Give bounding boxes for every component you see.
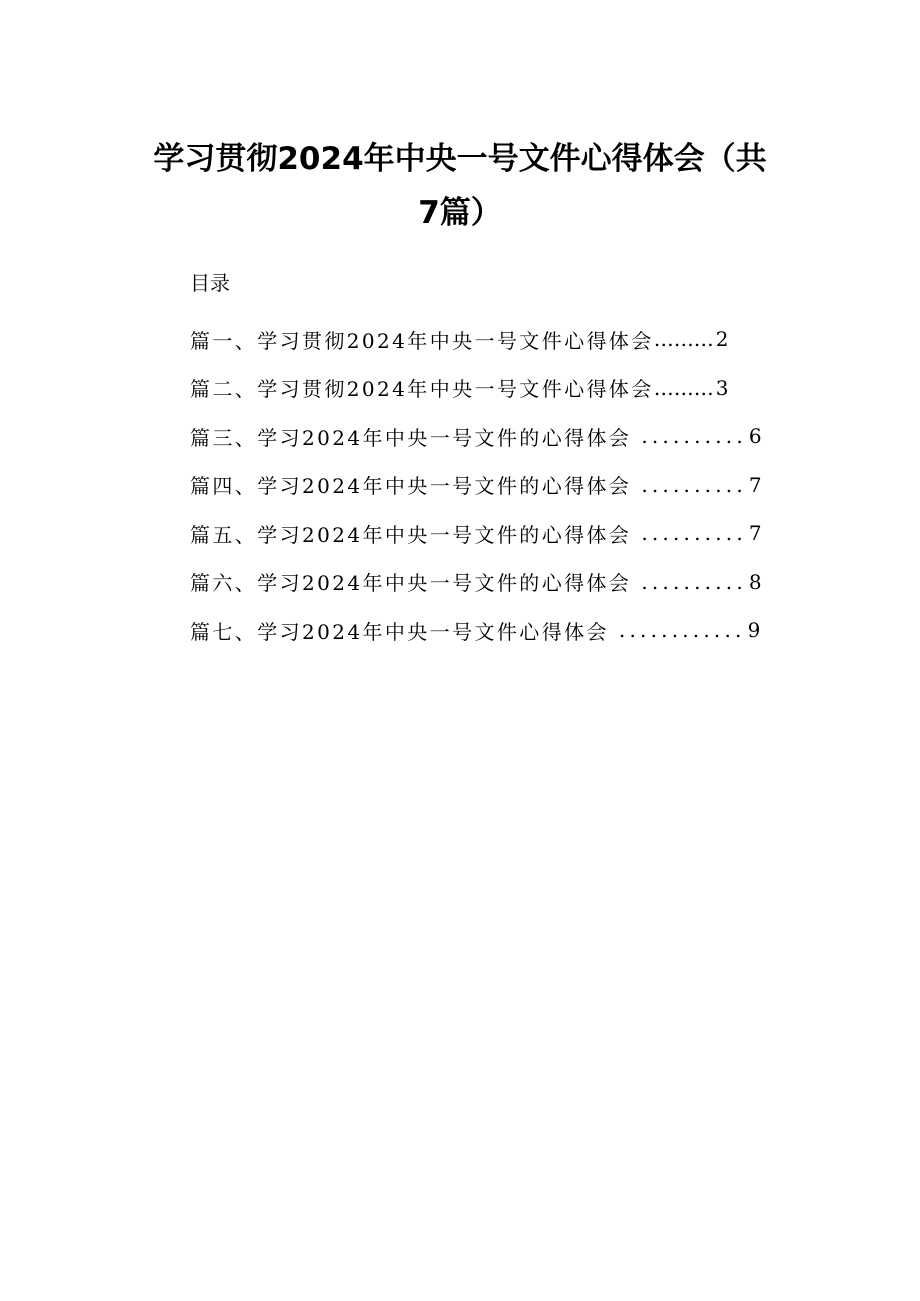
toc-entry-2[interactable] (190, 364, 780, 413)
title-line-1: 学习贯彻2024年中央一号文件心得体会（共 (153, 141, 767, 177)
toc-entry-label: 篇六、学习2024年中央一号文件的心得体会 (190, 571, 632, 596)
toc-entry-7[interactable] (190, 606, 780, 655)
toc-entry-6[interactable] (190, 558, 780, 607)
toc-entry-3[interactable] (190, 412, 780, 461)
toc-heading: 目录 (190, 271, 230, 295)
toc-entry-page-number: 3 (715, 375, 729, 400)
toc-entry-page-number: 7 (748, 521, 762, 546)
toc-entry-label: 篇五、学习2024年中央一号文件的心得体会 (190, 522, 632, 547)
title-line-2: 7篇） (418, 195, 502, 231)
toc-entry-leader: ............ (618, 618, 746, 643)
toc-entry-page-number: 8 (748, 569, 762, 594)
document-title (120, 132, 800, 240)
toc-entry-4[interactable] (190, 461, 780, 510)
toc-entry-page-number: 9 (747, 618, 761, 643)
toc-entry-leader: .......... (641, 569, 747, 594)
toc-entry-page-number: 6 (748, 424, 762, 449)
toc-entry-5[interactable] (190, 509, 780, 558)
toc-entry-label: 篇七、学习2024年中央一号文件心得体会 (190, 619, 609, 644)
toc-entry-leader: .......... (641, 472, 747, 497)
toc-entry-leader: ……… (653, 327, 714, 352)
toc-entry-page-number: 7 (748, 472, 762, 497)
toc-entry-label: 篇一、学习贯彻2024年中央一号文件心得体会 (190, 328, 654, 353)
toc-entry-1[interactable] (190, 315, 780, 364)
toc-entry-leader: .......... (641, 521, 747, 546)
toc-entry-label: 篇三、学习2024年中央一号文件的心得体会 (190, 425, 632, 450)
table-of-contents (190, 315, 780, 655)
toc-entry-leader: ……… (653, 375, 714, 400)
toc-entry-page-number: 2 (715, 327, 729, 352)
toc-entry-label: 篇二、学习贯彻2024年中央一号文件心得体会 (190, 377, 654, 402)
toc-entry-leader: .......... (641, 424, 747, 449)
toc-entry-label: 篇四、学习2024年中央一号文件的心得体会 (190, 474, 632, 499)
